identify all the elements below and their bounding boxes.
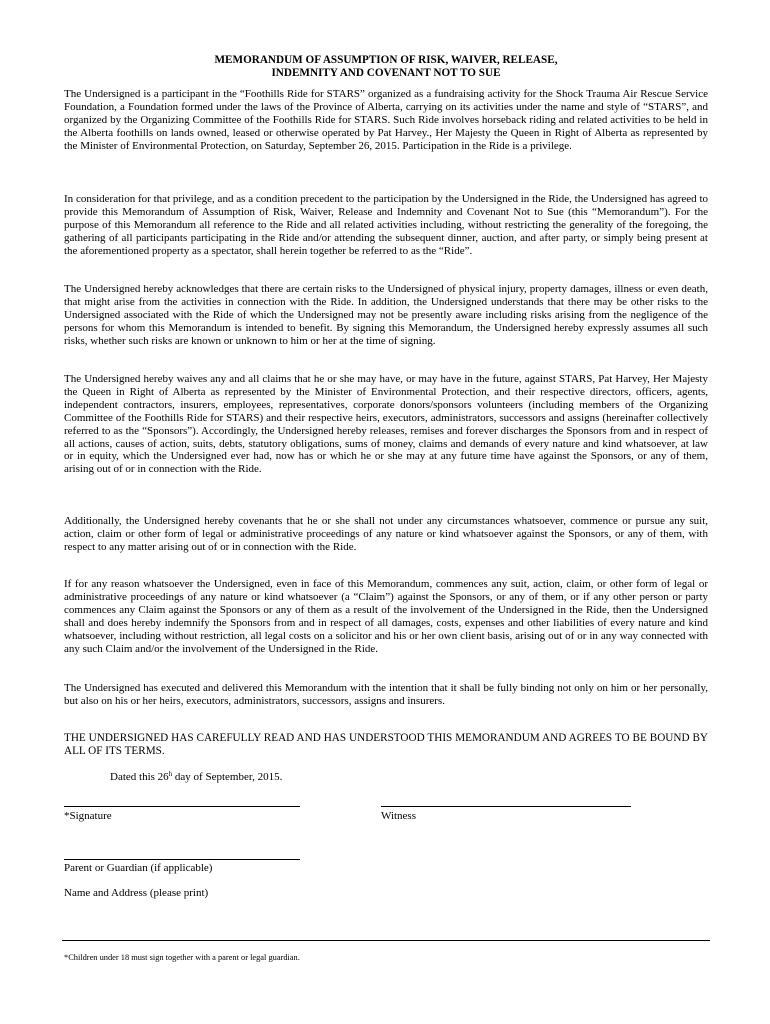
signature-label: *Signature xyxy=(64,810,112,822)
name-address-label: Name and Address (please print) xyxy=(64,887,209,899)
dated-line xyxy=(110,771,282,784)
dated-prefix: Dated this 26 xyxy=(110,771,169,783)
witness-line[interactable] xyxy=(381,806,631,807)
footnote-divider xyxy=(62,940,710,941)
footnote: *Children under 18 must sign together with a parent or legal guardian. xyxy=(64,953,300,962)
signature-line[interactable] xyxy=(64,806,300,807)
paragraph-waiver-release: The Undersigned hereby waives any and all claims that he or she may have, or may have in the future, against STARS, Pat Harvey, Her Majesty the Queen in Right of Alberta as represented by the Minister of Environmental Protection, and their respective directors, officers, agents, independent contractors, insurers, employees, representatives, corporate donors/sponsors volunteers (including members of the Organizing Committee of the Foothills Ride for STARS) and their respective heirs, executors, administrators, successors and assigns (hereinafter collectively referred to as the “Sponsors”). Accordingly, the Undersigned hereby releases, remises and forever discharges the Sponsors from and in respect of all actions, causes of action, suits, debts, statutory obligations, sums of money, claims and demands of every nature and kind whatsoever, at law or in equity, which the Undersigned ever had, now has or which he or she may at any future time have against the Sponsors, or any of them, arising out of or in connection with the Ride. xyxy=(64,373,708,476)
paragraph-indemnity: If for any reason whatsoever the Undersigned, even in face of this Memorandum, commences any suit, action, claim, or other form of legal or administrative proceedings of any nature or kind whatsoever (a “Claim”) against the Sponsors, or any of them, or if any other person or party commences any Claim against the Sponsors or any of them as a result of the involvement of the Undersigned in the Ride, then the Undersigned shall and does hereby indemnify the Sponsors from and in respect of all damages, costs, expenses and other liabilities of every nature and kind whatsoever, including without restriction, all legal costs on a solicitor and his or her own client basis, arising out of or in any way connected with any such Claim and/or the involvement of the Undersigned in the Ride. xyxy=(64,578,708,655)
paragraph-binding-effect: The Undersigned has executed and delivered this Memorandum with the intention that it shall be fully binding not only on him or her personally, but also on his or her heirs, executors, administrators, successors, assigns and insurers. xyxy=(64,682,708,707)
dated-superscript: h xyxy=(168,770,173,778)
witness-label: Witness xyxy=(381,810,416,822)
document-title xyxy=(64,54,708,80)
dated-suffix: day of September, 2015. xyxy=(172,771,283,783)
guardian-label: Parent or Guardian (if applicable) xyxy=(64,862,213,874)
paragraph-risk-acknowledgement: The Undersigned hereby acknowledges that there are certain risks to the Undersigned of physical injury, property damages, illness or even death, that might arise from the activities in connection with the Ride. In addition, the Undersigned understands that there may be other risks to the Undersigned associated with the Ride of which the Undersigned may not be presently aware including risks arising from the negligence of the persons for whom this Memorandum is intended to benefit. By signing this Memorandum, the Undersigned hereby expressly assumes all such risks, whether such risks are known or unknown to him or her at the time of signing. xyxy=(64,283,708,347)
paragraph-consideration: In consideration for that privilege, and as a condition precedent to the participation by the Undersigned in the Ride, the Undersigned has agreed to provide this Memorandum of Assumption of Risk, Waiver, Release and Indemnity and Covenant Not to Sue (this “Memorandum”). For the purpose of this Memorandum all reference to the Ride and all related activities including, without restricting the generality of the foregoing, the gathering of all participants participating in the Ride and/or attending the subsequent dinner, auction, and after party, or simply being present at the aforementioned property as a spectator, shall herein together be referred to as the “Ride”. xyxy=(64,193,708,257)
paragraph-covenant: Additionally, the Undersigned hereby covenants that he or she shall not under any circumstances whatsoever, commence or pursue any suit, action, claim or other form of legal or administrative proceedings of any nature or kind whatsoever against the Sponsors, or any of them, with respect to any matter arising out of or in connection with the Ride. xyxy=(64,515,708,553)
paragraph-acknowledgement-caps: THE UNDERSIGNED HAS CAREFULLY READ AND HAS UNDERSTOOD THIS MEMORANDUM AND AGREES TO BE BOUND BY ALL OF ITS TERMS. xyxy=(64,732,708,757)
title-line-2: INDEMNITY AND COVENANT NOT TO SUE xyxy=(271,67,501,79)
guardian-signature-line[interactable] xyxy=(64,859,300,860)
paragraph-participation: The Undersigned is a participant in the “Foothills Ride for STARS” organized as a fundraising activity for the Shock Trauma Air Rescue Service Foundation, a Foundation formed under the laws of the Province of Alberta, carrying on its activities under the name and style of “STARS”, and organized by the Organizing Committee of the Foothills Ride for STARS. Such Ride involves horseback riding and related activities to be held in the Alberta foothills on lands owned, leased or otherwise operated by Pat Harvey., Her Majesty the Queen in Right of Alberta as represented by the Minister of Environmental Protection, on Saturday, September 26, 2015. Participation in the Ride is a privilege. xyxy=(64,88,708,152)
title-line-1: MEMORANDUM OF ASSUMPTION OF RISK, WAIVER, RELEASE, xyxy=(214,54,558,66)
